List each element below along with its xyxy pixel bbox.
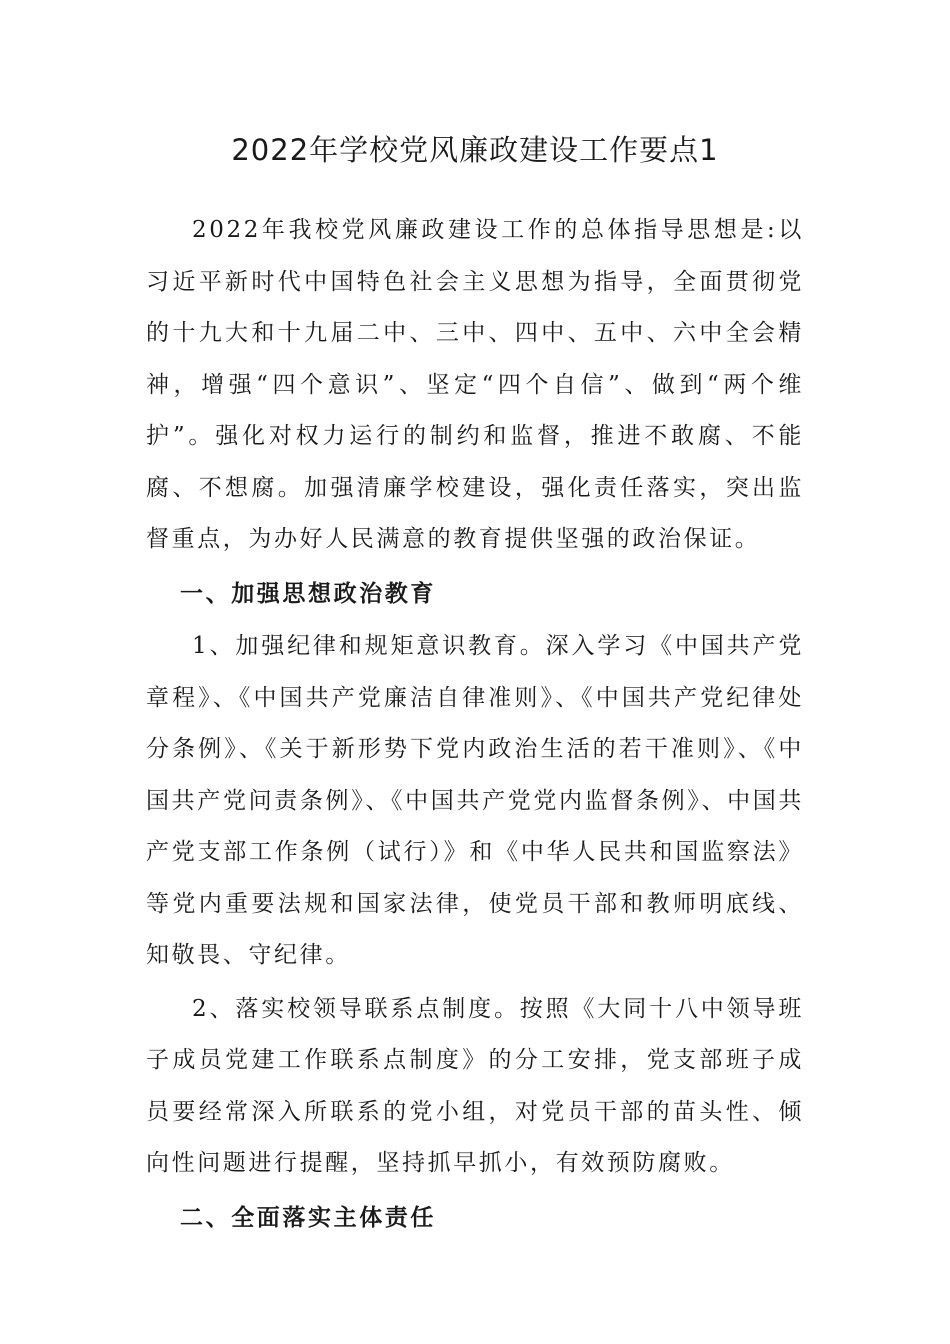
section-heading-2: 二、全面落实主体责任 (180, 1203, 436, 1231)
section-heading-1: 一、加强思想政治教育 (180, 579, 436, 607)
section-1-item-2: 2、落实校领导联系点制度。按照《大同十八中领导班子成员党建工作联系点制度》的分工安排，党支部班子成员要经常深入所联系的党小组，对党员干部的苗头性、倾向性问题进行提醒，坚持抓早抓小，有效预防腐败。 (146, 995, 804, 1176)
intro-paragraph: 2022年我校党风廉政建设工作的总体指导思想是:以习近平新时代中国特色社会主义思想为指导，全面贯彻党的十九大和十九届二中、三中、四中、五中、六中全会精神，增强“四个意识”、坚定“四个自信”、做到“两个维护”。强化对权力运行的制约和监督，推进不敢腐、不能腐、不想腐。加强清廉学校建设，强化责任落实，突出监督重点，为办好人民满意的教育提供坚强的政治保证。 (146, 217, 804, 552)
document-body (146, 205, 804, 1243)
document-title: 2022年学校党风廉政建设工作要点1 (231, 133, 719, 167)
section-1-item-1: 1、加强纪律和规矩意识教育。深入学习《中国共产党章程》、《中国共产党廉洁自律准则》、《中国共产党纪律处分条例》、《关于新形势下党内政治生活的若干准则》、《中国共产党问责条例》、《中国共产党党内监督条例》、中国共产党支部工作条例（试行）》和《中华人民共和国监察法》等党内重要法规和国家法律，使党员干部和教师明底线、知敬畏、守纪律。 (146, 633, 804, 968)
